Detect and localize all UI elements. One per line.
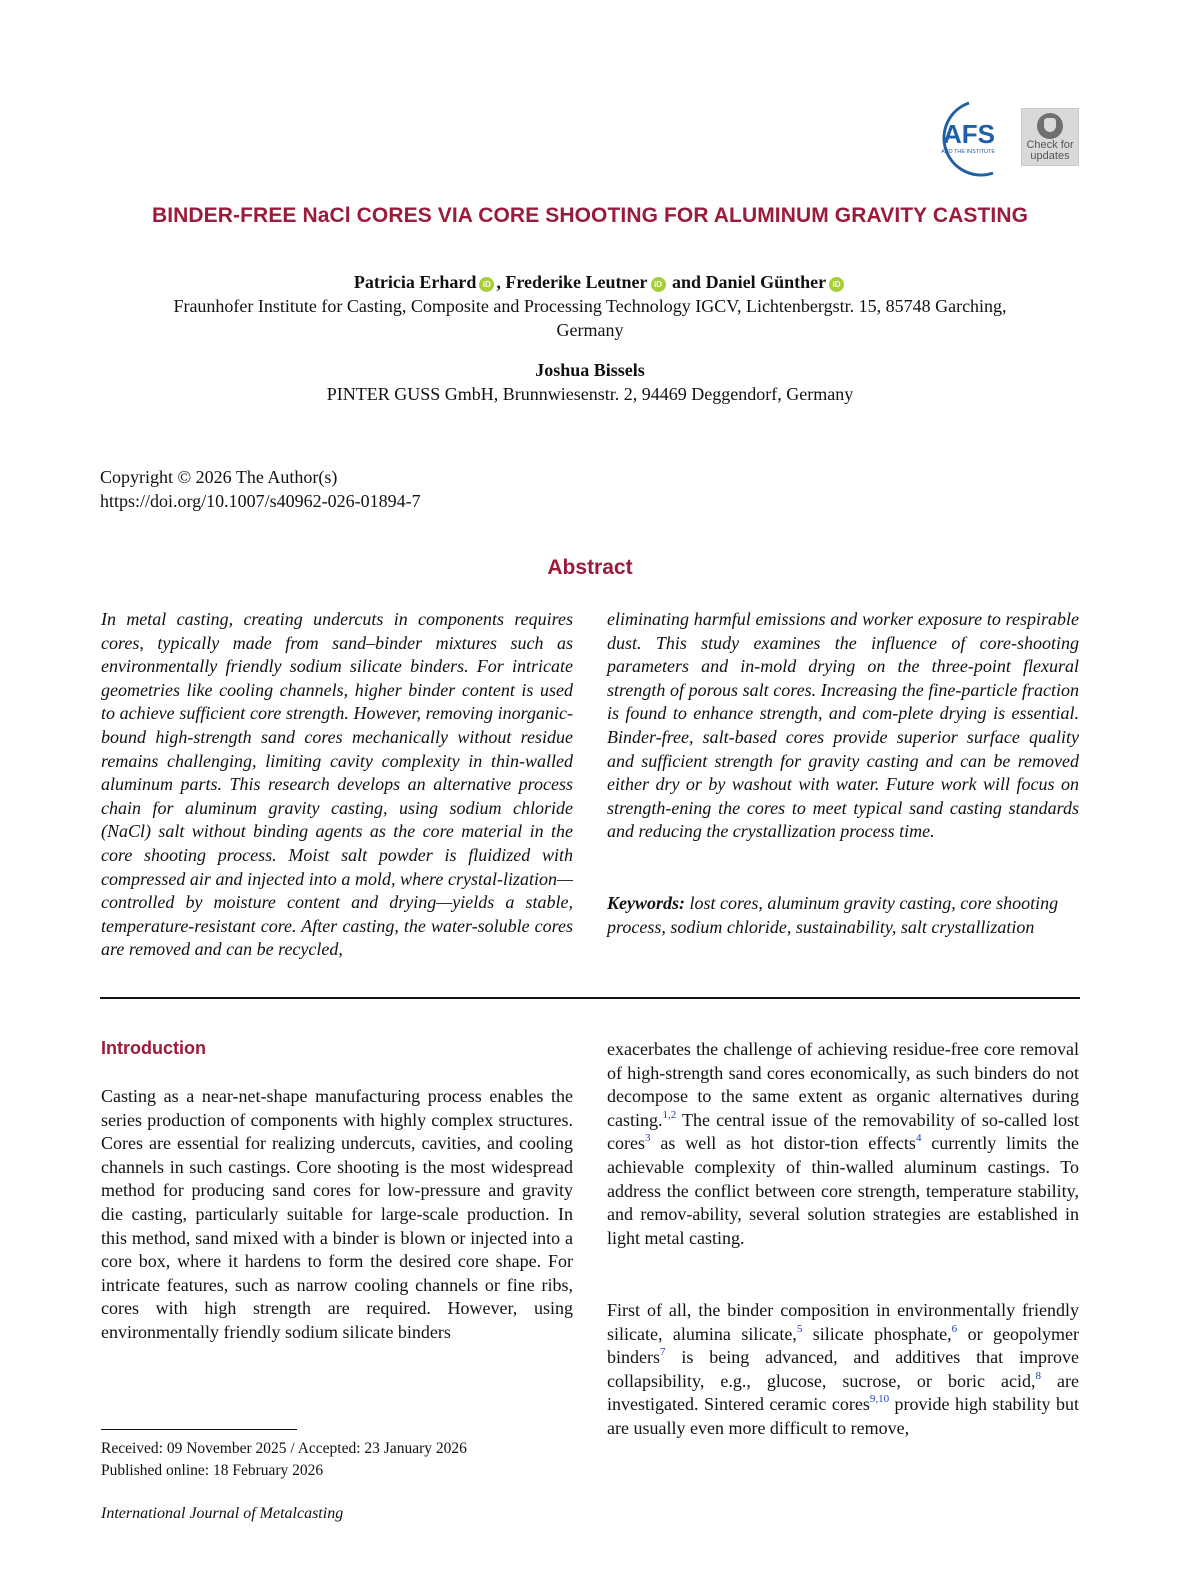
abstract-text-right: eliminating harmful emissions and worker exposure to respirable dust. This study examines the influence of core-shooting parameters and in-mold drying on the three-point flexural strength of porous salt cores. Increasing the fine-particle fraction is found to enhance strength, and com-plete drying is essential. Binder-free, salt-based cores provide superior surface quality and sufficient strength for gravity casting and can be removed either dry or by washout with water. Future work will focus on strength-ening the cores to meet typical sand casting standards and reducing the crystallization process time.	[607, 609, 1079, 842]
text-run: as well as hot distor-tion effects	[650, 1133, 916, 1154]
author-name: Patricia Erhard	[353, 272, 477, 292]
article-title: BINDER-FREE NaCl CORES VIA CORE SHOOTING FOR ALUMINUM GRAVITY CASTING	[151, 204, 1029, 227]
journal-name: International Journal of Metalcasting	[101, 1505, 344, 1522]
orcid-icon[interactable]: iD	[651, 277, 666, 292]
author-name: Daniel Günther	[705, 272, 827, 292]
crossmark-icon	[1037, 113, 1063, 139]
received-accepted-date: Received: 09 November 2025 / Accepted: 23 January 2026	[101, 1440, 467, 1457]
text-run: provide high stability but are usually even more difficult to remove,	[607, 1394, 1079, 1438]
abstract-text-left: In metal casting, creating undercuts in components requires cores, typically made from sand–binder mixtures such as environmentally friendly sodium silicate binders. For intricate geometries like cooling channels, higher binder content is used to achieve sufficient core strength. However, removing inorganic-bound high-strength sand cores mechanically without residue remains challenging, limiting cavity complexity in thin-walled aluminum parts. This research develops an alternative process chain for aluminum gravity casting, using sodium chloride (NaCl) salt without binding agents as the core material in the core shooting process. Moist salt powder is fluidized with compressed air and injected into a mold, where crystal-lization—controlled by moisture content and drying—yields a stable, temperature-resistant core. After casting, the water-soluble cores are removed and can be recycled,	[101, 609, 573, 960]
article-dates	[101, 1438, 467, 1482]
author-name: Joshua Bissels	[535, 360, 645, 380]
citation-link[interactable]: 7	[660, 1346, 666, 1359]
introduction-heading: Introduction	[101, 1038, 206, 1058]
keywords-list: lost cores, aluminum gravity casting, core shooting process, sodium chloride, sustainability, salt crystallization	[607, 893, 1059, 937]
text-run: are investigated. Sintered ceramic cores	[607, 1370, 1079, 1415]
keywords	[607, 892, 1079, 939]
check-for-updates-badge[interactable]	[1021, 108, 1079, 166]
copyright-block	[100, 465, 421, 513]
affiliation-line-2: Germany	[556, 320, 624, 340]
abstract-heading: Abstract	[547, 556, 633, 579]
keywords-label: Keywords:	[607, 893, 685, 913]
author-name: Frederike Leutner	[505, 272, 648, 292]
text-run: currently limits the achievable complexity of thin-walled aluminum castings. To address the conflict between core strength, temperature stability, and remov-ability, several solution strategies are established in light metal casting.	[607, 1133, 1080, 1248]
text-run: silicate phosphate,	[802, 1323, 952, 1344]
orcid-icon[interactable]: iD	[479, 277, 494, 292]
doi-link[interactable]: https://doi.org/10.1007/s40962-026-01894-7	[100, 491, 421, 511]
text-run: exacerbates the challenge of achieving residue-free core removal of high-strength sand cores economically, as such binders do not decompose to the same extent as organic alternatives during casting.	[607, 1039, 1079, 1130]
introduction-paragraph	[607, 1299, 1079, 1441]
author-line	[100, 270, 1100, 294]
citation-link[interactable]: 5	[796, 1322, 803, 1335]
citation-link[interactable]: 9,10	[869, 1393, 890, 1406]
published-date: Published online: 18 February 2026	[101, 1462, 324, 1479]
text-run: First of all, the binder composition in environmentally friendly silicate, alumina silicate,	[607, 1300, 1079, 1344]
affiliation-line-1: Fraunhofer Institute for Casting, Composite and Processing Technology IGCV, Lichtenbergstr. 15, 85748 Garching,	[173, 296, 1007, 316]
author-separator: ,	[496, 272, 506, 292]
citation-link[interactable]: 4	[915, 1132, 922, 1145]
introduction-paragraph	[607, 1038, 1079, 1250]
text-run: is being advanced, and additives that improve collapsibility, e.g., glucose, sucrose, or boric acid,	[607, 1347, 1079, 1391]
author-separator: and	[667, 272, 706, 292]
orcid-icon[interactable]: iD	[829, 277, 844, 292]
afs-logo-subtext: AND THE INSTITUTE	[941, 149, 995, 155]
text-run: The central issue of the removability of so-called lost cores	[607, 1109, 1079, 1154]
text-run: or geopolymer binders	[607, 1323, 1079, 1368]
crossmark-label-1: Check for	[1026, 139, 1074, 151]
afs-logo	[923, 97, 1015, 181]
affiliation: PINTER GUSS GmbH, Brunnwiesenstr. 2, 94469 Deggendorf, Germany	[326, 384, 854, 404]
citation-link[interactable]: 3	[644, 1132, 651, 1145]
citation-link[interactable]: 6	[951, 1322, 958, 1335]
citation-link[interactable]: 8	[1035, 1369, 1041, 1382]
footnote-divider	[101, 1429, 297, 1430]
afs-logo-text: AFS	[943, 119, 995, 149]
section-divider	[100, 997, 1080, 999]
citation-link[interactable]: 1,2	[662, 1108, 677, 1121]
copyright-text: Copyright © 2026 The Author(s)	[100, 467, 338, 487]
affiliation	[100, 294, 1080, 342]
crossmark-label-2: updates	[1030, 150, 1070, 162]
introduction-text-left: Casting as a near-net-shape manufacturing process enables the series production of components with highly complex structures. Cores are essential for realizing undercuts, cavities, and cooling channels in such castings. Core shooting is the most widespread method for producing sand cores for low-pressure and gravity die casting, particularly suitable for large-scale production. In this method, sand mixed with a binder is blown or injected into a core box, where it hardens to form the desired core shape. For intricate features, such as narrow cooling channels or fine ribs, cores with high strength are required. However, using environmentally friendly sodium silicate binders	[101, 1086, 573, 1342]
